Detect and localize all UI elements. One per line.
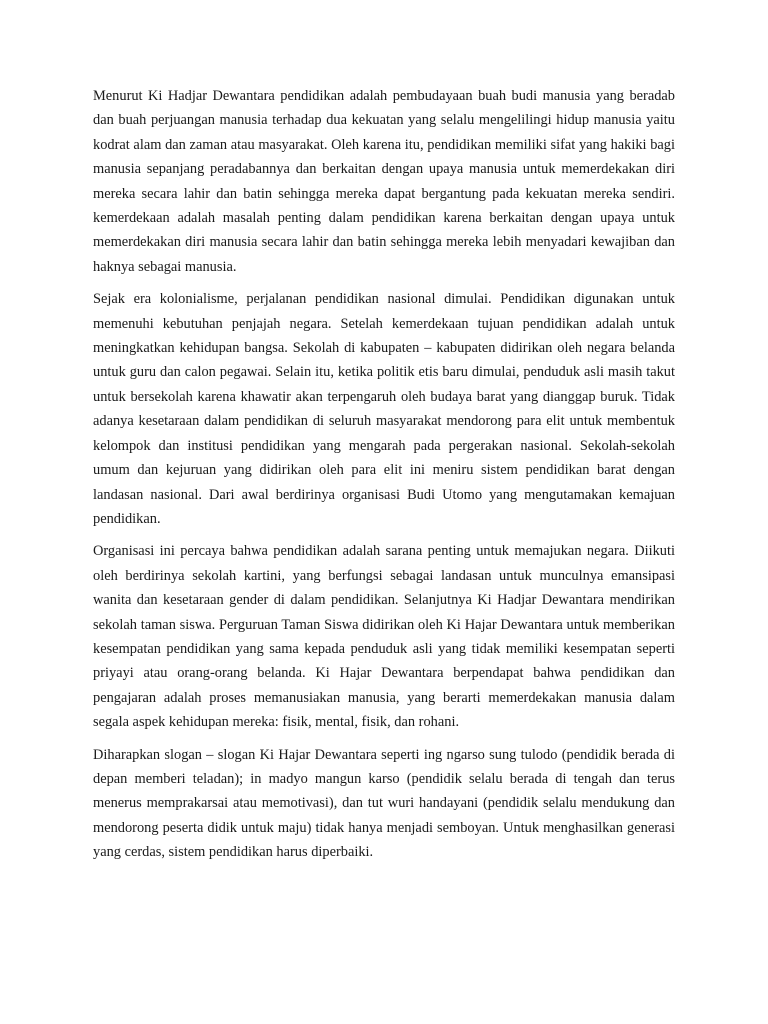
paragraph-4: Diharapkan slogan – slogan Ki Hajar Dewantara seperti ing ngarso sung tulodo (pendidik berada di depan memberi teladan); in madyo mangun karso (pendidik selalu berada di tengah dan terus menerus memprakarsai atau memotivasi), dan tut wuri handayani (pendidik selalu mendukung dan mendorong peserta didik untuk maju) tidak hanya menjadi semboyan. Untuk menghasilkan generasi yang cerdas, sistem pendidikan harus diperbaiki. [93,746,675,861]
paragraph-1: Menurut Ki Hadjar Dewantara pendidikan adalah pembudayaan buah budi manusia yang beradab dan buah perjuangan manusia terhadap dua kekuatan yang selalu mengelilingi hidup manusia yaitu kodrat alam dan zaman atau masyarakat. Oleh karena itu, pendidikan memiliki sifat yang hakiki bagi manusia sepanjang peradabannya dan berkaitan dengan upaya manusia untuk memerdekakan diri mereka secara lahir dan batin sehingga mereka dapat bergantung pada kekuatan mereka sendiri. kemerdekaan adalah masalah penting dalam pendidikan karena berkaitan dengan upaya untuk memerdekakan diri manusia secara lahir dan batin sehingga mereka lebih menyadari kewajiban dan haknya sebagai manusia. [93,88,675,275]
paragraph-3: Organisasi ini percaya bahwa pendidikan adalah sarana penting untuk memajukan negara. Diikuti oleh berdirinya sekolah kartini, yang berfungsi sebagai landasan untuk munculnya emansipasi wanita dan kesetaraan gender di dalam pendidikan. Selanjutnya Ki Hadjar Dewantara mendirikan sekolah taman siswa. Perguruan Taman Siswa didirikan oleh Ki Hajar Dewantara untuk memberikan kesempatan pendidikan yang sama kepada penduduk asli yang tidak memiliki kesempatan seperti priyayi atau orang-orang belanda. Ki Hajar Dewantara berpendapat bahwa pendidikan dan pengajaran adalah proses memanusiakan manusia, yang berarti memerdekakan manusia dalam segala aspek kehidupan mereka: fisik, mental, fisik, dan rohani. [93,543,675,731]
document-page [93,84,675,865]
paragraph-2: Sejak era kolonialisme, perjalanan pendidikan nasional dimulai. Pendidikan digunakan untuk memenuhi kebutuhan penjajah negara. Setelah kemerdekaan tujuan pendidikan adalah untuk meningkatkan kehidupan bangsa. Sekolah di kabupaten – kabupaten didirikan oleh negara belanda untuk guru dan calon pegawai. Selain itu, ketika politik etis baru dimulai, penduduk asli masih takut untuk bersekolah karena khawatir akan terpengaruh oleh budaya barat yang dianggap buruk. Tidak adanya kesetaraan dalam pendidikan di seluruh masyarakat mendorong para elit untuk membentuk kelompok dan institusi pendidikan yang mengarah pada pergerakan nasional. Sekolah-sekolah umum dan kejuruan yang didirikan oleh para elit ini meniru sistem pendidikan barat dengan landasan nasional. Dari awal berdirinya organisasi Budi Utomo yang mengutamakan kemajuan pendidikan. [93,291,675,527]
